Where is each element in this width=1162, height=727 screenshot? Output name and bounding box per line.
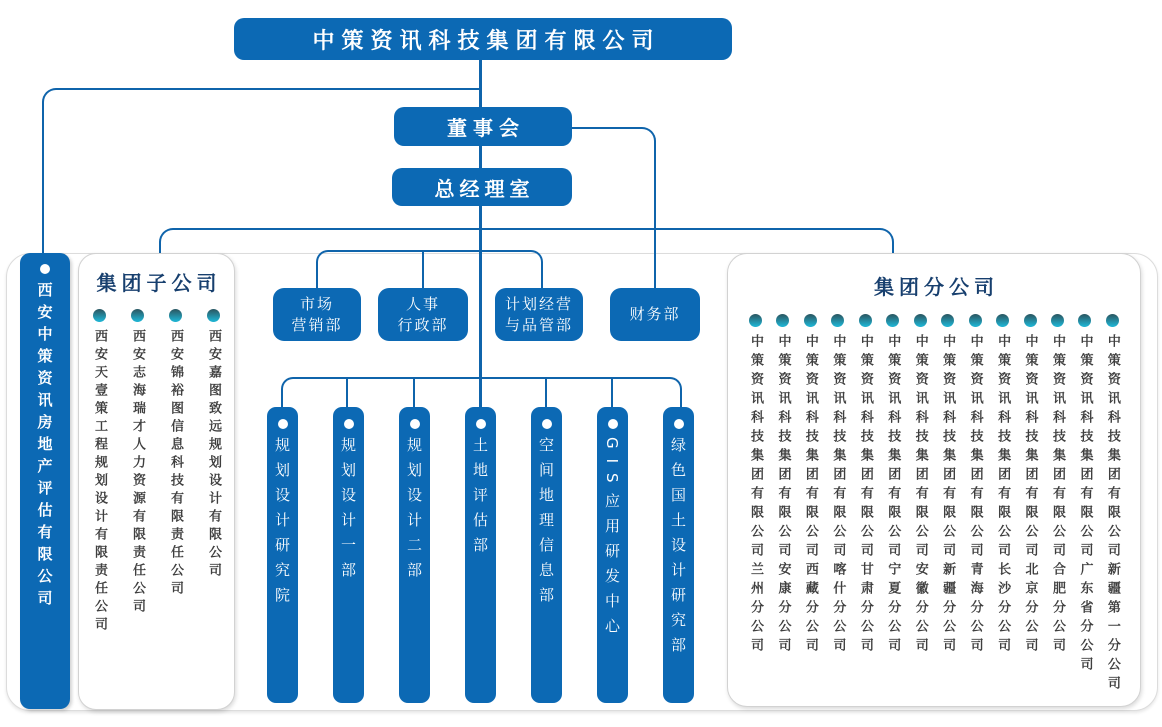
node-division: [597, 407, 628, 703]
teal-bullet-icon: [1024, 314, 1037, 327]
teal-bullet-icon: [1078, 314, 1091, 327]
left-company-label: 西安中策资讯房地产评估有限公司: [35, 282, 54, 612]
branch-item: [907, 314, 934, 695]
teal-bullet-icon: [93, 309, 106, 322]
node-division: [465, 407, 496, 703]
node-gm-label: 总经理室: [434, 176, 535, 201]
connector-gm-branches-panel: [480, 228, 894, 255]
branch-label: 中策资讯科技集团有限公司长沙分公司: [995, 334, 1011, 657]
branch-label: 中策资讯科技集团有限公司宁夏分公司: [885, 334, 901, 657]
connector-gm-dept-market: [316, 250, 483, 290]
white-bullet-icon: [410, 419, 420, 429]
node-group-headquarters: [234, 18, 732, 60]
branch-item: [1099, 314, 1126, 695]
node-division: [333, 407, 364, 703]
division-label: 土地评估部: [471, 437, 489, 562]
division-label: 规划设计研究院: [273, 437, 291, 612]
subsidiary-label: 西安锦裕图信息科技有限责任公司: [168, 329, 183, 599]
division-label: 规划设计一部: [339, 437, 357, 587]
subsidiary-item: [84, 309, 116, 635]
connector-division-drop-6: [611, 377, 613, 407]
teal-bullet-icon: [969, 314, 982, 327]
branch-label: 中策资讯科技集团有限公司合肥分公司: [1049, 334, 1065, 657]
node-division: [267, 407, 298, 703]
division-label: 规划设计二部: [405, 437, 423, 587]
connector-gm-dept-planning: [480, 250, 543, 290]
teal-bullet-icon: [859, 314, 872, 327]
teal-bullet-icon: [169, 309, 182, 322]
node-division: [399, 407, 430, 703]
branch-item: [1044, 314, 1071, 695]
branch-label: 中策资讯科技集团有限公司安徽分公司: [912, 334, 928, 657]
dept-finance-label: 财务部: [629, 305, 681, 323]
teal-bullet-icon: [831, 314, 844, 327]
node-board-of-directors: [394, 107, 572, 146]
branches-columns: [742, 314, 1126, 695]
branch-item: [852, 314, 879, 695]
node-division: [663, 407, 694, 703]
branch-label: 中策资讯科技集团有限公司青海分公司: [967, 334, 983, 657]
subsidiary-item: [198, 309, 230, 635]
branch-label: 中策资讯科技集团有限公司喀什分公司: [830, 334, 846, 657]
subsidiary-label: 西安天壹策工程规划设计有限责任公司: [92, 329, 107, 635]
subsidiary-item: [160, 309, 192, 635]
teal-bullet-icon: [131, 309, 144, 322]
subsidiary-item: [122, 309, 154, 635]
branch-item: [797, 314, 824, 695]
node-group-headquarters-label: 中策资讯科技集团有限公司: [312, 28, 661, 54]
branch-label: 中策资讯科技集团有限公司甘肃分公司: [857, 334, 873, 657]
branch-item: [1071, 314, 1098, 695]
node-dept-finance: [610, 288, 700, 341]
panel-subsidiaries-title: 集团子公司: [96, 271, 222, 295]
connector-divisions-right: [480, 377, 682, 409]
white-bullet-icon: [344, 419, 354, 429]
branch-item: [742, 314, 769, 695]
branch-item: [989, 314, 1016, 695]
teal-bullet-icon: [207, 309, 220, 322]
dept-planning-line1: 计划经营: [504, 294, 573, 313]
dept-marketing-line1: 市场: [299, 294, 334, 313]
division-label: GIS应用研发中心: [603, 437, 621, 643]
teal-bullet-icon: [1106, 314, 1119, 327]
node-dept-planning-quality: [495, 288, 583, 341]
dept-hr-line1: 人事: [405, 294, 440, 313]
connector-division-drop-2: [346, 377, 348, 407]
white-bullet-icon: [476, 419, 486, 429]
teal-bullet-icon: [914, 314, 927, 327]
teal-bullet-icon: [1051, 314, 1064, 327]
division-columns: [267, 407, 694, 703]
teal-bullet-icon: [996, 314, 1009, 327]
node-general-manager-office: [392, 168, 572, 206]
connector-board-finance: [566, 127, 656, 290]
branch-label: 中策资讯科技集团有限公司新疆分公司: [940, 334, 956, 657]
division-label: 绿色国土设计研究部: [669, 437, 687, 662]
branch-item: [934, 314, 961, 695]
white-bullet-icon: [542, 419, 552, 429]
branch-label: 中策资讯科技集团有限公司新疆第一分公司: [1104, 334, 1120, 695]
dept-marketing-line2: 营销部: [291, 315, 343, 334]
branch-label: 中策资讯科技集团有限公司西藏分公司: [802, 334, 818, 657]
node-dept-hr-admin: [378, 288, 468, 341]
branch-label: 中策资讯科技集团有限公司安康分公司: [775, 334, 791, 657]
panel-branches-title: 集团分公司: [874, 275, 999, 299]
dept-planning-line2: 与品管部: [504, 315, 573, 334]
teal-bullet-icon: [886, 314, 899, 327]
branch-label: 中策资讯科技集团有限公司北京分公司: [1022, 334, 1038, 657]
node-dept-marketing: [273, 288, 361, 341]
branch-label: 中策资讯科技集团有限公司兰州分公司: [748, 334, 763, 657]
division-label: 空间地理信息部: [537, 437, 555, 612]
node-board-label: 董事会: [447, 116, 525, 140]
white-bullet-icon: [674, 419, 684, 429]
branch-item: [769, 314, 796, 695]
white-bullet-icon: [278, 419, 288, 429]
connector-gm-dept-hr: [422, 250, 424, 288]
white-bullet-icon: [608, 419, 618, 429]
teal-bullet-icon: [804, 314, 817, 327]
dept-hr-line2: 行政部: [397, 315, 449, 334]
subsidiaries-columns: [84, 309, 230, 635]
white-bullet-icon: [40, 264, 50, 274]
branch-item: [879, 314, 906, 695]
branch-item: [1017, 314, 1044, 695]
teal-bullet-icon: [749, 314, 762, 327]
connector-division-drop-3: [413, 377, 415, 407]
teal-bullet-icon: [776, 314, 789, 327]
panel-subsidiaries: [78, 253, 235, 710]
panel-branches: [727, 253, 1141, 707]
node-division: [531, 407, 562, 703]
teal-bullet-icon: [941, 314, 954, 327]
subsidiary-label: 西安志海瑞才人力资源有限责任公司: [130, 329, 145, 617]
branch-label: 中策资讯科技集团有限公司广东省分公司: [1077, 334, 1093, 676]
branch-item: [824, 314, 851, 695]
subsidiary-label: 西安嘉图致远规划设计有限公司: [206, 329, 221, 581]
node-left-company: [20, 253, 70, 709]
connector-division-drop-5: [545, 377, 547, 407]
branch-item: [962, 314, 989, 695]
connector-divisions-left: [281, 377, 483, 409]
